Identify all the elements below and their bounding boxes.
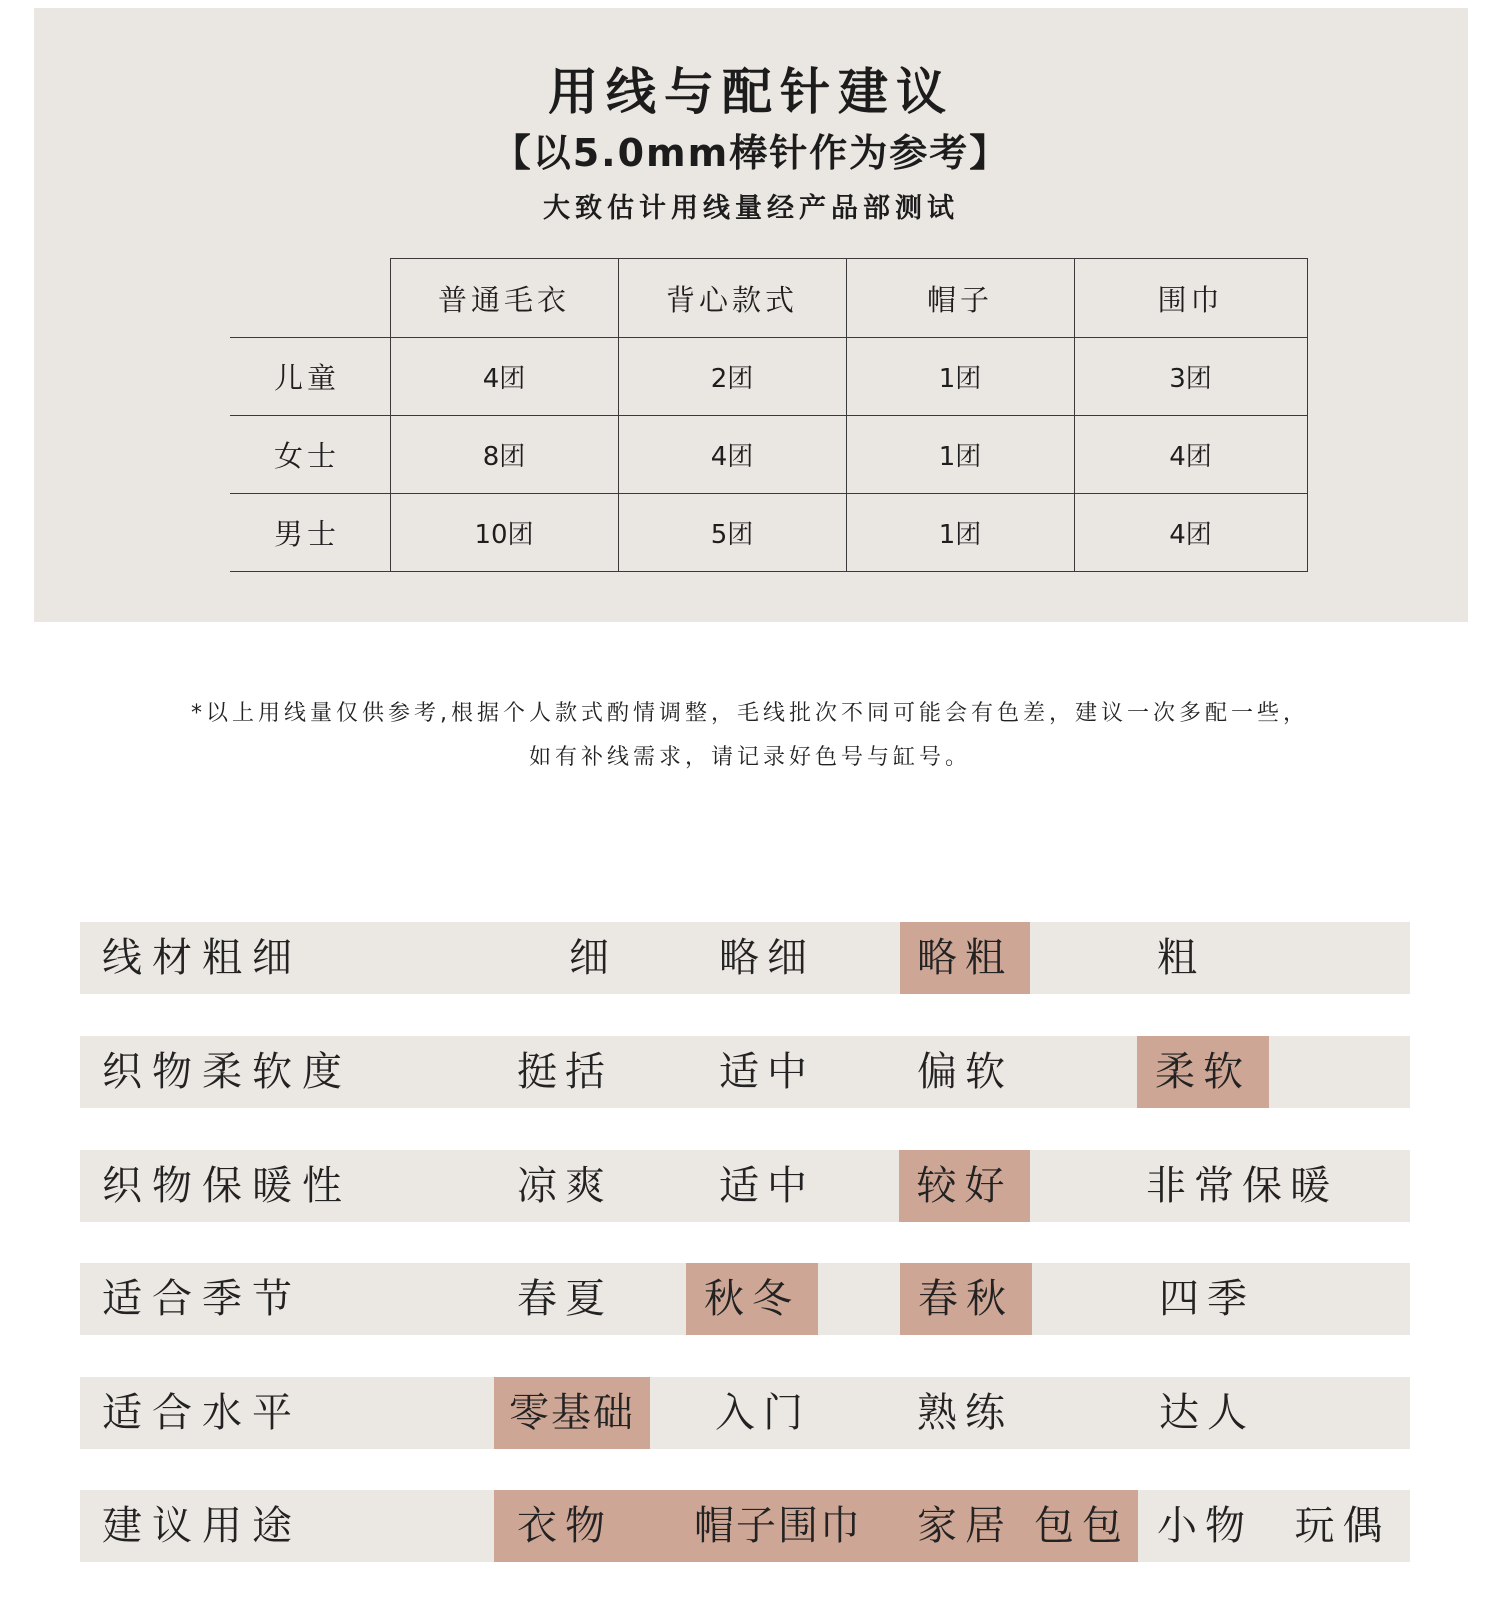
- page-title: 用线与配针建议: [548, 63, 954, 121]
- option-item: 春夏: [517, 1276, 613, 1322]
- page-subtitle: 【以5.0mm棒针作为参考】: [492, 131, 1010, 175]
- table-cell: 4团: [390, 338, 618, 416]
- option-item: 达人: [1159, 1390, 1255, 1436]
- option-item: 粗: [1157, 935, 1205, 981]
- option-item: 偏软: [917, 1049, 1013, 1095]
- property-bar-usage: [80, 1490, 1410, 1562]
- option-item-selected: 帽子围巾: [694, 1503, 862, 1549]
- option-item: 凉爽: [517, 1163, 613, 1209]
- table-cell: 5团: [618, 494, 846, 572]
- option-item: 小物: [1157, 1503, 1253, 1549]
- option-item-selected: 衣物: [517, 1503, 613, 1549]
- option-item: 细: [569, 935, 617, 981]
- option-item: 四季: [1159, 1276, 1255, 1322]
- test-note: 大致估计用线量经产品部测试: [543, 193, 959, 224]
- yarn-usage-panel: [34, 8, 1468, 622]
- option-item: 适中: [719, 1163, 815, 1209]
- column-header-hat: 帽子: [846, 259, 1074, 338]
- property-label: 建议用途: [102, 1503, 302, 1549]
- table-row: [230, 494, 1307, 572]
- table-cell: 1团: [846, 416, 1074, 494]
- option-item-selected: 秋冬: [686, 1263, 818, 1335]
- option-item-selected: 零基础: [494, 1377, 650, 1449]
- option-item: 非常保暖: [1146, 1163, 1338, 1209]
- option-item: 适中: [719, 1049, 815, 1095]
- column-header-vest: 背心款式: [618, 259, 846, 338]
- table-cell: 4团: [618, 416, 846, 494]
- option-item-selected: 略粗: [900, 922, 1030, 994]
- property-label: 线材粗细: [102, 935, 302, 981]
- table-corner-cell: [230, 259, 390, 338]
- property-bar-skill-level: [80, 1377, 1410, 1449]
- option-item-selected: 春秋: [900, 1263, 1032, 1335]
- table-cell: 1团: [846, 338, 1074, 416]
- property-label: 适合水平: [102, 1390, 302, 1436]
- option-item-selected: 家居: [917, 1503, 1013, 1549]
- option-item-selected: 较好: [899, 1150, 1030, 1222]
- option-item-selected: 包包: [1034, 1503, 1130, 1549]
- option-item: 略细: [719, 935, 815, 981]
- row-label-women: 女士: [230, 416, 390, 494]
- disclaimer-line-1: *以上用线量仅供参考,根据个人款式酌情调整，毛线批次不同可能会有色差，建议一次多配一些，: [191, 701, 1309, 726]
- disclaimer-note: [0, 692, 1500, 780]
- table-cell: 2团: [618, 338, 846, 416]
- table-cell: 4团: [1074, 494, 1307, 572]
- table-header-row: [230, 259, 1307, 338]
- option-item: 熟练: [917, 1390, 1013, 1436]
- option-item: 挺括: [517, 1049, 613, 1095]
- table-cell: 1团: [846, 494, 1074, 572]
- table-cell: 3团: [1074, 338, 1307, 416]
- table-cell: 10团: [390, 494, 618, 572]
- table-cell: 8团: [390, 416, 618, 494]
- property-label: 织物保暖性: [102, 1163, 352, 1209]
- column-header-sweater: 普通毛衣: [390, 259, 618, 338]
- option-item-selected: 柔软: [1137, 1036, 1269, 1108]
- table-row: [230, 416, 1307, 494]
- yarn-usage-table: [230, 258, 1308, 572]
- table-cell: 4团: [1074, 416, 1307, 494]
- row-label-men: 男士: [230, 494, 390, 572]
- property-bar-yarn-thickness: [80, 922, 1410, 994]
- property-bar-softness: [80, 1036, 1410, 1108]
- property-label: 适合季节: [102, 1276, 302, 1322]
- disclaimer-line-2: 如有补线需求，请记录好色号与缸号。: [528, 745, 971, 770]
- column-header-scarf: 围巾: [1074, 259, 1307, 338]
- table-row: [230, 338, 1307, 416]
- option-item: 入门: [715, 1390, 811, 1436]
- row-label-children: 儿童: [230, 338, 390, 416]
- option-item: 玩偶: [1294, 1503, 1391, 1549]
- property-bar-warmth: [80, 1150, 1410, 1222]
- property-bar-season: [80, 1263, 1410, 1335]
- property-label: 织物柔软度: [102, 1049, 352, 1095]
